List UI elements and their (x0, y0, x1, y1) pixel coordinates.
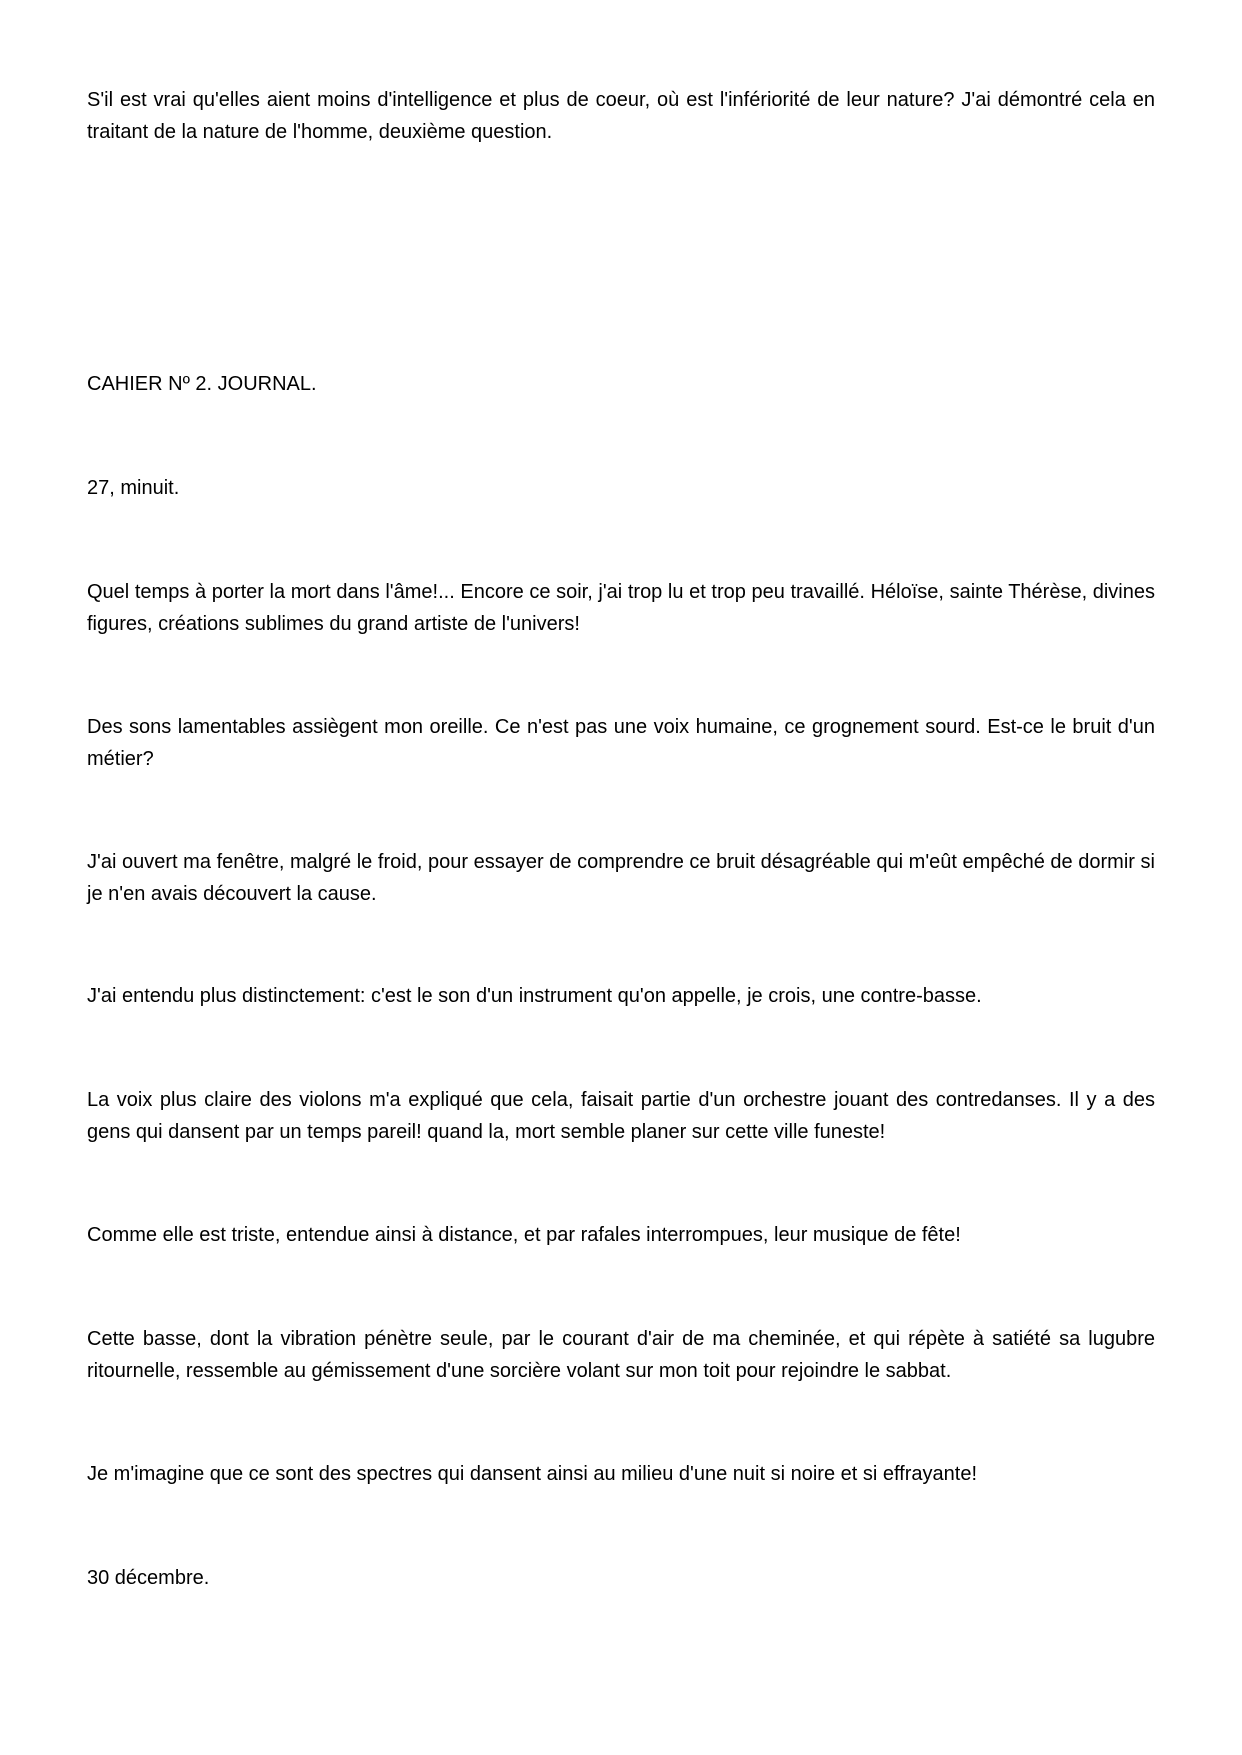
section-heading: CAHIER Nº 2. JOURNAL. (87, 373, 317, 395)
paragraph: J'ai entendu plus distinctement: c'est le son d'un instrument qu'on appelle, je crois, une contre-basse. (87, 985, 982, 1007)
paragraph: Quel temps à porter la mort dans l'âme!... Encore ce soir, j'ai trop lu et trop peu travaillé. Héloïse, sainte Thérèse, divines figures, créations sublimes du grand artiste de l'univers! (87, 581, 1155, 635)
paragraph: Comme elle est triste, entendue ainsi à distance, et par rafales interrompues, leur musique de fête! (87, 1224, 961, 1246)
date-entry: 30 décembre. (87, 1567, 210, 1589)
paragraph-intro: S'il est vrai qu'elles aient moins d'intelligence et plus de coeur, où est l'infériorité de leur nature? J'ai démontré cela en traitant de la nature de l'homme, deuxième question. (87, 89, 1155, 143)
paragraph: La voix plus claire des violons m'a expliqué que cela, faisait partie d'un orchestre jouant des contredanses. Il y a des gens qui dansent par un temps pareil! quand la, mort semble planer sur cette ville funeste! (87, 1089, 1155, 1143)
paragraph: J'ai ouvert ma fenêtre, malgré le froid, pour essayer de comprendre ce bruit désagréable qui m'eût empêché de dormir si je n'en avais découvert la cause. (87, 851, 1155, 905)
paragraph: Cette basse, dont la vibration pénètre seule, par le courant d'air de ma cheminée, et qui répète à satiété sa lugubre ritournelle, ressemble au gémissement d'une sorcière volant sur mon toit pour rejoindre le sabbat. (87, 1328, 1155, 1382)
date-entry: 27, minuit. (87, 477, 180, 499)
paragraph: Des sons lamentables assiègent mon oreille. Ce n'est pas une voix humaine, ce grognement sourd. Est-ce le bruit d'un métier? (87, 716, 1155, 770)
paragraph: Je m'imagine que ce sont des spectres qui dansent ainsi au milieu d'une nuit si noire et si effrayante! (87, 1463, 977, 1485)
